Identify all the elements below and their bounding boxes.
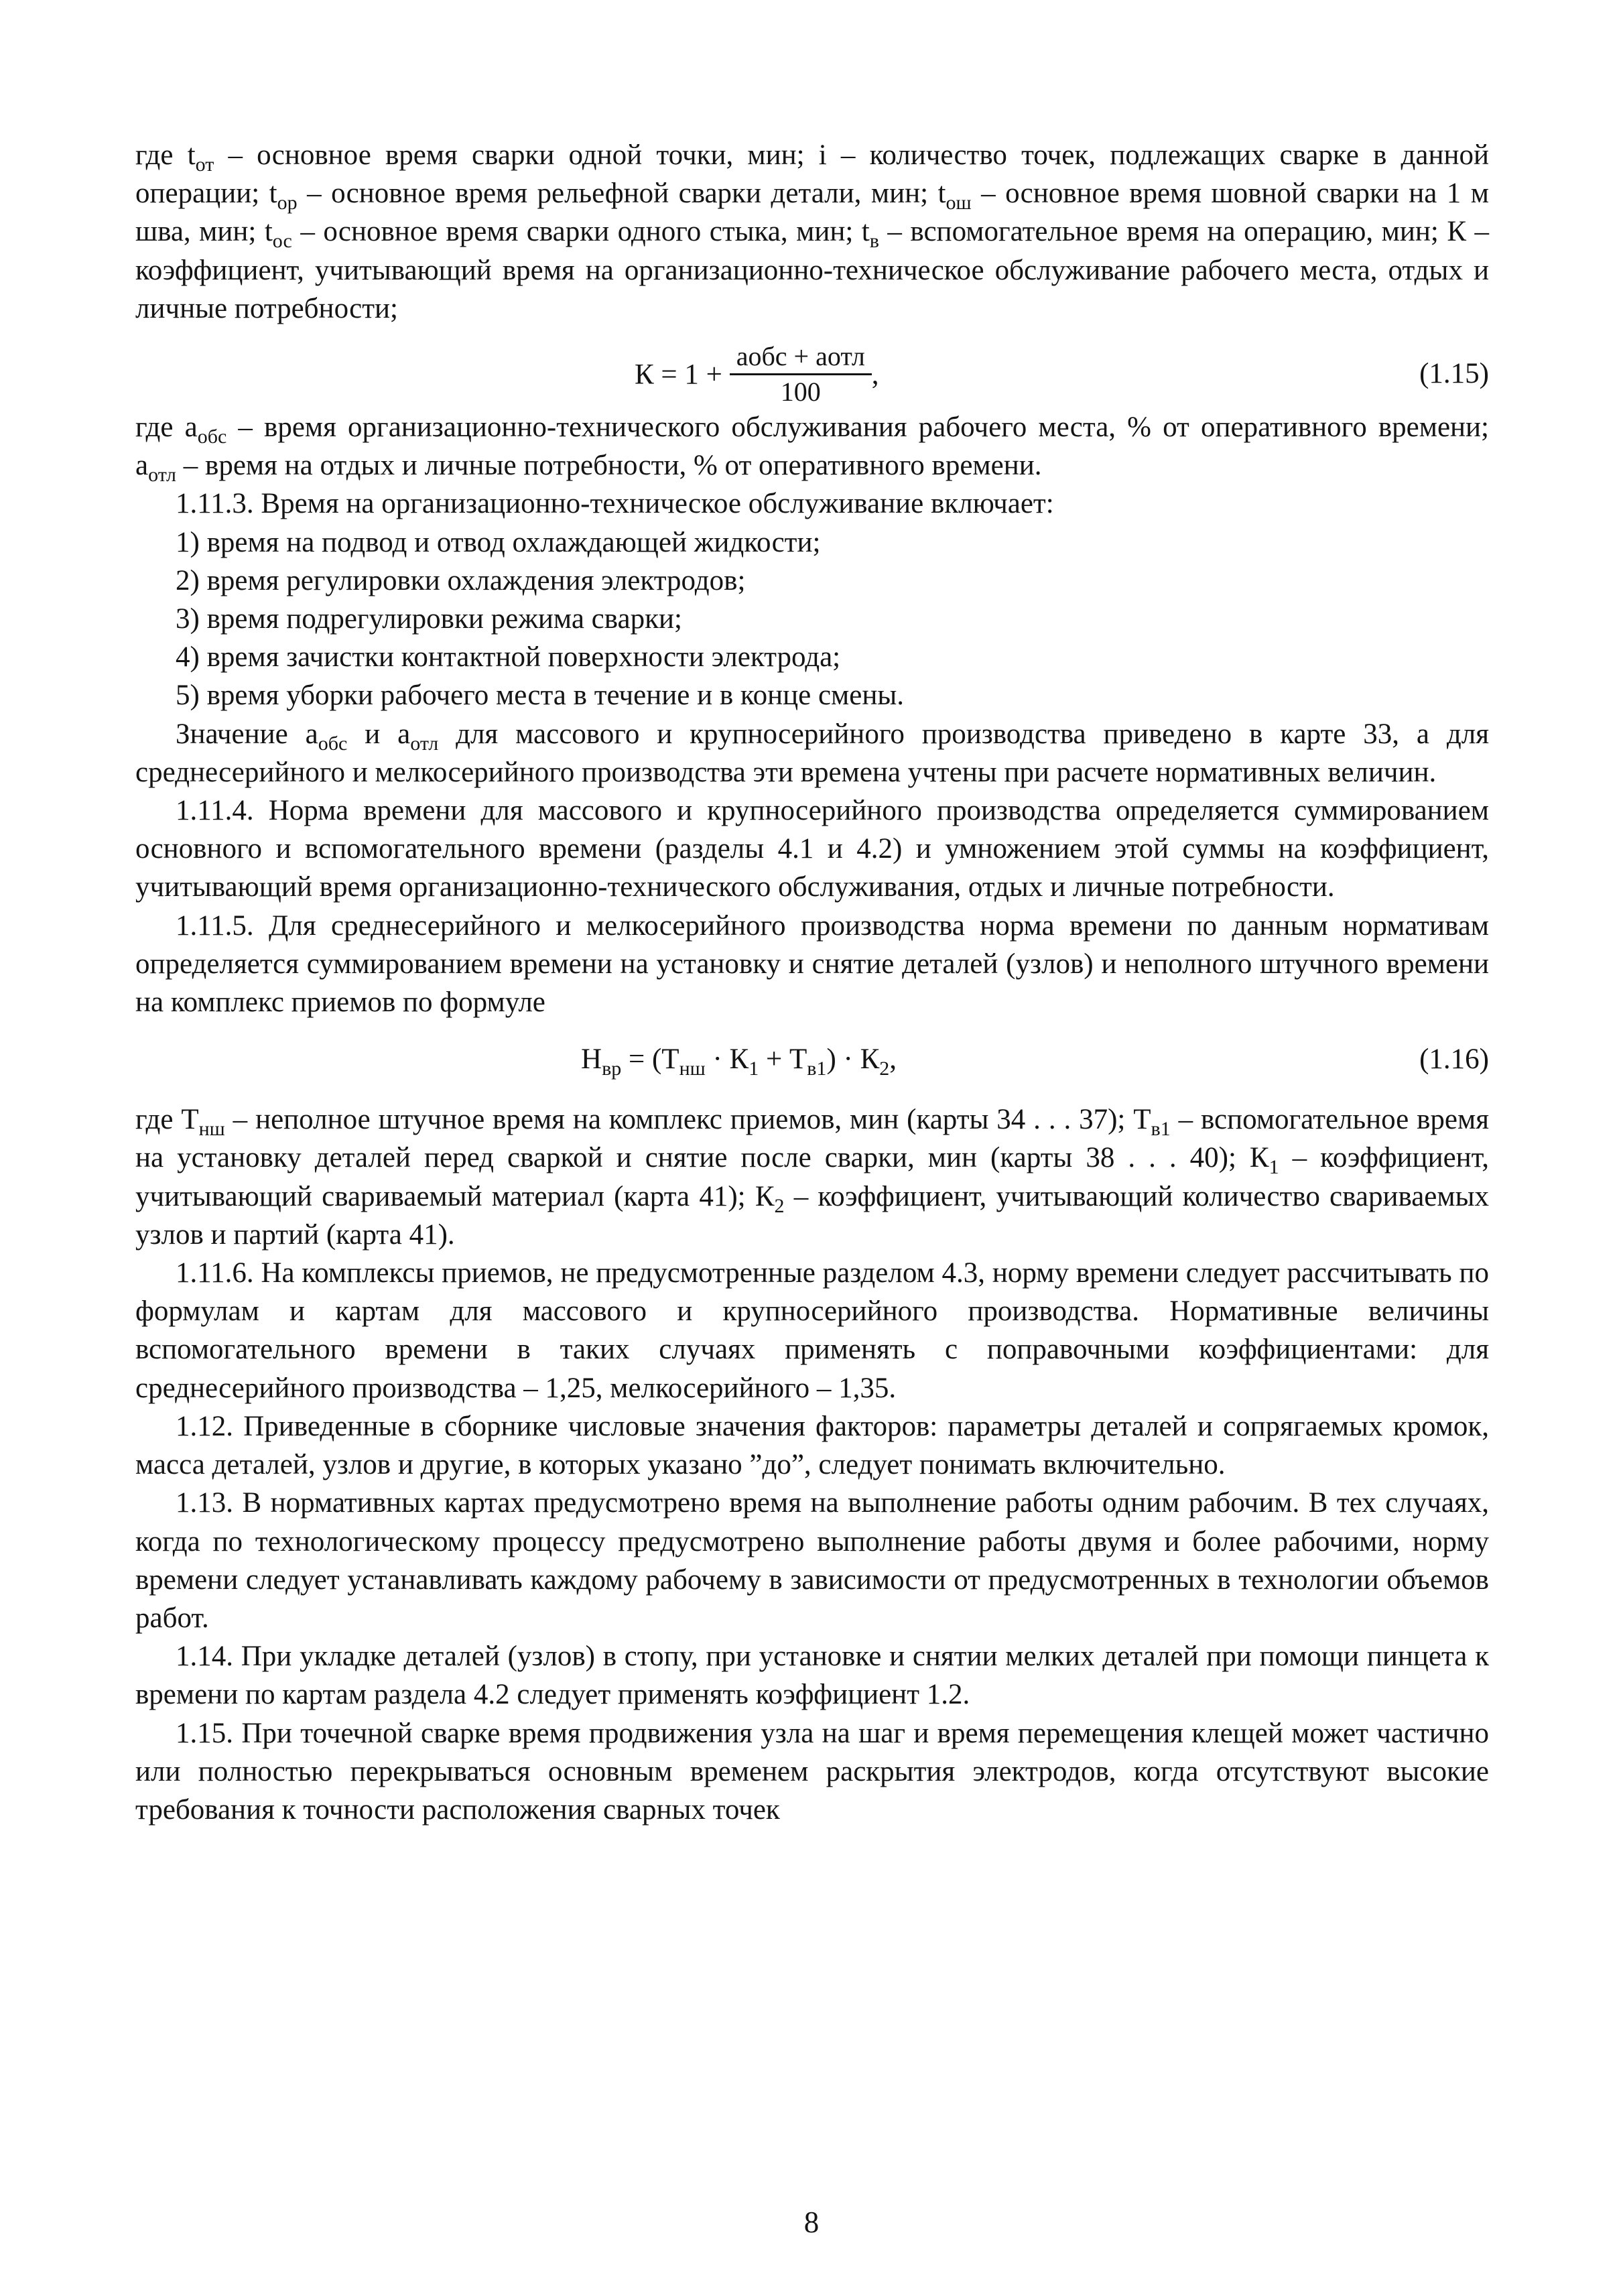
- section-1-11-5: 1.11.5. Для среднесерийного и мелкосерийного производства норма времени по данным нормативам определяется суммированием времени на установку и снятие деталей (узлов) и неполного штучного времени на комплекс приемов по формуле: [135, 909, 1489, 1019]
- list-item: 5) время уборки рабочего места в течение и в конце смены.: [176, 680, 904, 712]
- formula-1-16-number: (1.16): [1419, 1043, 1489, 1076]
- section-1-13: 1.13. В нормативных картах предусмотрено время на выполнение работы одним рабочим. В тех случаях, когда по технологическому процессу предусмотрено выполнение работы двумя и более рабочими, норму времени следует устанавливать каждому рабочему в зависимости от предусмотренных в технологии объемов работ.: [135, 1487, 1489, 1634]
- formula-1-15-number: (1.15): [1419, 358, 1489, 390]
- fraction-denominator: 100: [780, 377, 821, 407]
- fraction-numerator: aобс + aотл: [730, 340, 872, 375]
- section-1-14: 1.14. При укладке деталей (узлов) в стопу, при установке и снятии мелких деталей при помощи пинцета к времени по картам раздела 4.2 следует применять коэффициент 1.2.: [135, 1641, 1489, 1711]
- formula-1-15: [135, 328, 1489, 408]
- paragraph-where-definitions: где $t_{от}$ – основное время сварки одной точки, мин; i – количество точек, подлежащих сварке в данной операции; $t_{ор}$ – основное время рельефной сварки детали, мин; $t_{ош}$ – основное время шовной сварки на 1 м шва, мин; $t_{ос}$ – основное время сварки одного стыка, мин; $t_в$ – вспомогательное время на операцию, мин; К – коэффициент, учитывающий время на организационно-техническое обслуживание рабочего места, отдых и личные потребности;: [135, 139, 1489, 324]
- formula-1-15-fraction: [730, 340, 872, 409]
- list-item: 4) время зачистки контактной поверхности электрода;: [176, 641, 841, 674]
- section-1-12: 1.12. Приведенные в сборнике числовые значения факторов: параметры деталей и сопрягаемых кромок, масса деталей, узлов и другие, в которых указано ”до”, следует понимать включительно.: [135, 1410, 1489, 1481]
- formula-1-16: $Н_{вр} = (Т_{нш} \cdot К_1 + Т_{в1}) \cdot К_2$, (1.16): [135, 1021, 1489, 1100]
- list-item: 3) время подрегулировки режима сварки;: [176, 603, 682, 635]
- paragraph-where-t: где $Т_{нш}$ – неполное штучное время на комплекс приемов, мин (карты 34 . . . 37); $Т_{в1}$ – вспомогательное время на установку деталей перед сваркой и снятие после сварки, мин (карты 38 . . . 40); $К_1$ – коэффициент, учитывающий свариваемый материал (карта 41); $К_2$ – коэффициент, учитывающий количество свариваемых узлов и партий (карта 41).: [135, 1104, 1489, 1251]
- formula-1-15-comma: ,: [871, 359, 879, 391]
- paragraph-where-a: где $a_{обс}$ – время организационно-технического обслуживания рабочего места, % от оперативного времени; $a_{отл}$ – время на отдых и личные потребности, % от оперативного времени.: [135, 411, 1490, 487]
- section-1-11-6: 1.11.6. На комплексы приемов, не предусмотренные разделом 4.3, норму времени следует рассчитывать по формулам и картам для массового и крупносерийного производства. Нормативные величины вспомогательного времени в таких случаях применять с поправочными коэффициентами: для среднесерийного производства – 1,25, мелкосерийного – 1,35.: [135, 1257, 1489, 1404]
- text-column: [135, 136, 1489, 1829]
- list-item: 1) время на подвод и отвод охлаждающей жидкости;: [176, 526, 821, 558]
- section-1-11-3-title: 1.11.3. Время на организационно-техническое обслуживание включает:: [176, 488, 1054, 520]
- list-item: 2) время регулировки охлаждения электродов;: [176, 564, 746, 596]
- page-number: 8: [803, 2206, 820, 2239]
- section-1-11-4: 1.11.4. Норма времени для массового и крупносерийного производства определяется суммированием основного и вспомогательного времени (разделы 4.1 и 4.2) и умножением этой суммы на коэффициент, учитывающий время организационно-технического обслуживания, отдых и личные потребности.: [135, 795, 1489, 903]
- formula-1-15-lhs: К = 1 +: [635, 359, 722, 391]
- paragraph-values-card-33: Значение $a_{обс}$ и $a_{отл}$ для массового и крупносерийного производства приведено в карте 33, а для среднесерийного и мелкосерийного производства эти времена учтены при расчете нормативных величин.: [135, 718, 1489, 788]
- section-1-15: 1.15. При точечной сварке время продвижения узла на шаг и время перемещения клещей может частично или полностью перекрываться основным временем раскрытия электродов, когда отсутствуют высокие требования к точности расположения сварных точек: [135, 1717, 1489, 1826]
